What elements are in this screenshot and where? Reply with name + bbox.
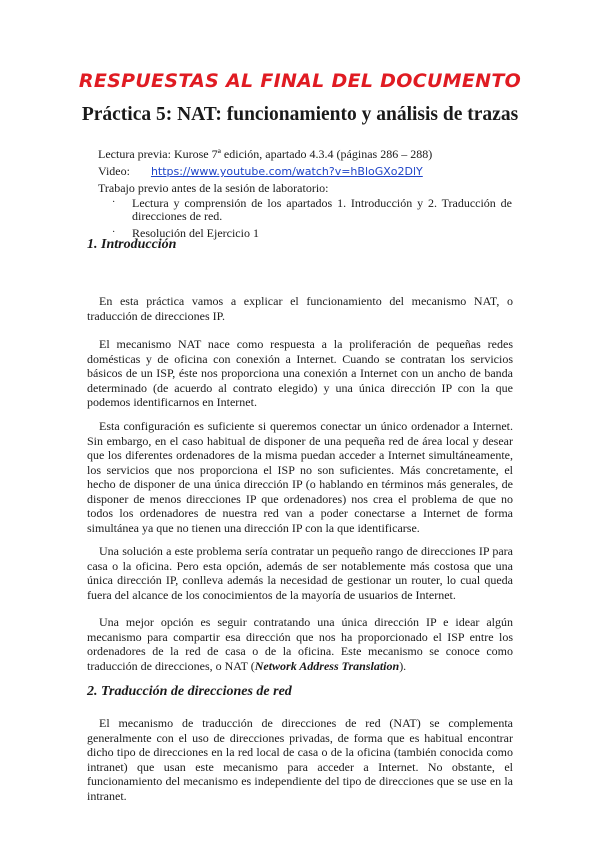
paragraph: Una solución a este problema sería contratar un pequeño rango de direcciones IP para casa o la oficina. Pero esta opción, además de ser notablemente más costosa que una única dirección IP, conlleva además la necesidad de gestionar un router, lo cual queda fuera del alcance de los conocimientos de la mayoría de usuarios de Internet.: [87, 544, 513, 602]
section-heading-traduccion: 2. Traducción de direcciones de red: [87, 684, 292, 699]
list-item: [112, 197, 512, 222]
page-title: Práctica 5: NAT: funcionamiento y análisis de trazas: [81, 104, 519, 125]
nat-term: Network Address Translation: [254, 658, 400, 673]
paragraph-text: Una mejor opción es seguir contratando una única dirección IP e idear algún mecanismo para compartir esa dirección que nos ha proporcionado el ISP entre los ordenadores de la red de casa o de la oficina. Este mecanismo se conoce como traducción de direcciones, o NAT (: [87, 615, 513, 673]
video-line: [98, 163, 432, 180]
list-item-text: Lectura y comprensión de los apartados 1. Introducción y 2. Traducción de direcciones de red.: [132, 196, 512, 223]
reading-line: Lectura previa: Kurose 7ª edición, apartado 4.3.4 (páginas 286 – 288): [98, 147, 433, 161]
bullet-icon: ·: [112, 227, 116, 238]
answers-banner: RESPUESTAS AL FINAL DEL DOCUMENTO: [78, 70, 522, 92]
video-label: Video:: [98, 164, 130, 178]
metadata-block: [98, 146, 432, 197]
paragraph: El mecanismo NAT nace como respuesta a la proliferación de pequeñas redes domésticas y de oficina con conexión a Internet. Cuando se contratan los servicios básicos de un ISP, éste nos proporciona una conexión a Internet con un ancho de banda determinado (de acuerdo al contrato elegido) y una única dirección IP con la que podemos identificarnos en Internet.: [87, 337, 513, 409]
paragraph-text: ).: [399, 658, 407, 673]
paragraph: El mecanismo de traducción de direcciones de red (NAT) se complementa generalmente con el uso de direcciones privadas, de forma que es habitual encontrar dicho tipo de direcciones en la red local de casa o de la oficina (también conocida como intranet) que usan este mecanismo para acceder a Internet. No obstante, el funcionamiento del mecanismo es independiente del tipo de direcciones que se use en la intranet.: [87, 716, 513, 803]
prework-line: Trabajo previo antes de la sesión de laboratorio:: [98, 181, 329, 195]
list-item-text: Resolución del Ejercicio 1: [132, 226, 259, 240]
paragraph: [87, 615, 513, 673]
video-link[interactable]: https://www.youtube.com/watch?v=hBloGXo2DlY: [150, 165, 423, 178]
paragraph: Esta configuración es suficiente si queremos conectar un único ordenador a Internet. Sin embargo, en el caso habitual de disponer de una pequeña red de área local y desear que los diferentes ordenadores de la misma puedan acceder a Internet simultáneamente, los servicios que nos proporciona el ISP no son suficientes. Más concretamente, el hecho de disponer de una única dirección IP (o hablando en términos más generales, de disponer de menos direcciones IP que ordenadores) nos crea el problema de que no todos los ordenadores de nuestra red van a poder conectarse a Internet de forma simultánea ya que no tienen una dirección IP con la que identificarse.: [87, 419, 513, 535]
bullet-icon: ·: [112, 197, 116, 208]
paragraph: En esta práctica vamos a explicar el funcionamiento del mecanismo NAT, o traducción de direcciones IP.: [87, 294, 513, 323]
section-heading-introduccion: 1. Introducción: [87, 237, 177, 252]
